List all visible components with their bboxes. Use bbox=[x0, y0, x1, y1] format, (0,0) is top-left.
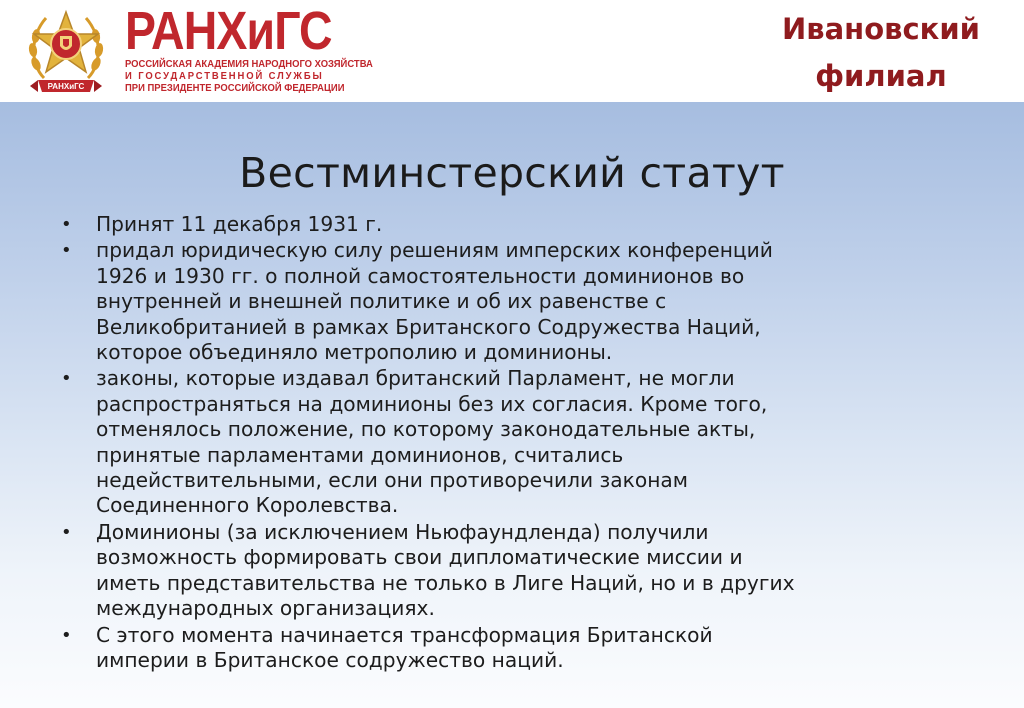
bullet-line: законы, которые издавал британский Парламент, не могли bbox=[96, 366, 735, 391]
academy-logo bbox=[125, 1, 373, 94]
bullet-dot-icon: • bbox=[61, 214, 72, 235]
brand-line-1: РОССИЙСКАЯ АКАДЕМИЯ НАРОДНОГО ХОЗЯЙСТВА bbox=[125, 58, 373, 70]
bullet-line: недействительными, если они противоречили законам bbox=[96, 468, 689, 493]
bullet-item-adopted bbox=[58, 212, 978, 237]
brand-line-2: И ГОСУДАРСТВЕННОЙ СЛУЖБЫ bbox=[125, 70, 324, 82]
slide-header bbox=[0, 0, 1024, 102]
bullet-item-transformation bbox=[58, 623, 978, 674]
brand-line-3: ПРИ ПРЕЗИДЕНТЕ РОССИЙСКОЙ ФЕДЕРАЦИИ bbox=[125, 82, 345, 94]
academy-emblem-icon bbox=[24, 6, 108, 98]
bullet-item-legal-force bbox=[58, 238, 978, 365]
bullet-line: империи в Британское содружество наций. bbox=[96, 647, 564, 672]
branch-line-1: Ивановский bbox=[781, 12, 980, 46]
brand-name: РАНХиГС bbox=[125, 1, 332, 61]
bullet-line: С этого момента начинается трансформация Британской bbox=[96, 622, 713, 647]
bullet-dot-icon: • bbox=[61, 368, 72, 390]
bullet-line: отменялось положение, по которому законодательные акты, bbox=[96, 417, 756, 442]
bullet-line: 1926 и 1930 гг. о полной самостоятельности доминионов во bbox=[96, 263, 745, 288]
bullet-line: которое объединяло метрополию и доминионы. bbox=[96, 340, 613, 365]
bullet-line: Соединенного Королевства. bbox=[96, 493, 399, 518]
bullet-item-laws bbox=[58, 366, 978, 518]
bullet-list bbox=[58, 212, 978, 674]
bullet-line: Великобританией в рамках Британского Содружества Наций, bbox=[96, 314, 761, 339]
bullet-item-missions bbox=[58, 520, 978, 622]
bullet-line: Доминионы (за исключением Ньюфаундленда) получили bbox=[96, 519, 709, 544]
bullet-line: международных организациях. bbox=[96, 596, 435, 621]
bullet-dot-icon: • bbox=[61, 521, 72, 543]
bullet-dot-icon: • bbox=[61, 240, 72, 262]
emblem-ribbon-text: РАНХиГС bbox=[47, 82, 85, 91]
bullet-line: придал юридическую силу решениям имперских конференций bbox=[96, 238, 773, 263]
bullet-line: Принят 11 декабря 1931 г. bbox=[96, 212, 383, 236]
slide-title: Вестминстерский статут bbox=[239, 149, 785, 197]
bullet-line: внутренней и внешней политике и об их равенстве с bbox=[96, 289, 667, 314]
slide-body bbox=[0, 102, 1024, 708]
bullet-line: иметь представительства не только в Лиге Наций, но и в других bbox=[96, 570, 795, 595]
bullet-line: возможность формировать свои дипломатические миссии и bbox=[96, 545, 743, 570]
branch-line-2: филиал bbox=[815, 59, 947, 93]
bullet-line: распространяться на доминионы без их согласия. Кроме того, bbox=[96, 391, 768, 416]
bullet-dot-icon: • bbox=[61, 624, 72, 646]
branch-name bbox=[782, 6, 980, 100]
bullet-line: принятые парламентами доминионов, считались bbox=[96, 442, 624, 467]
